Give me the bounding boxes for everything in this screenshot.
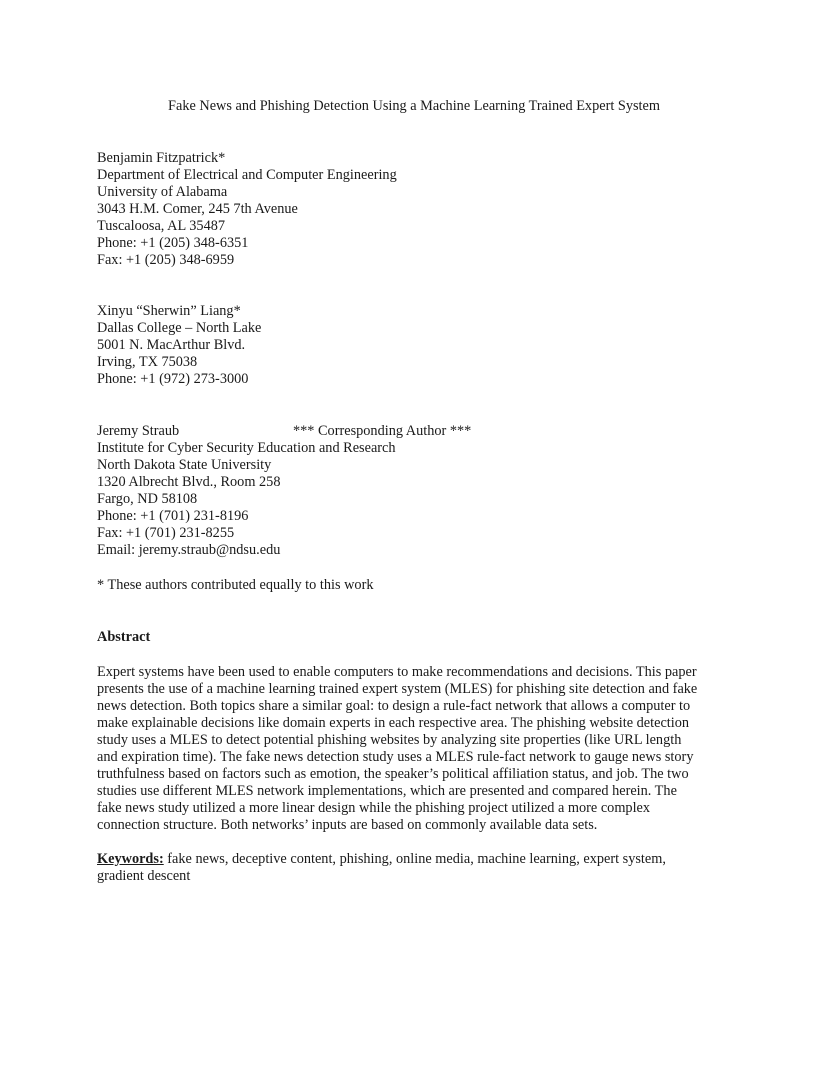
author-email: Email: jeremy.straub@ndsu.edu <box>97 542 281 558</box>
author-name: Benjamin Fitzpatrick* <box>97 150 226 166</box>
author-address: 3043 H.M. Comer, 245 7th Avenue <box>97 201 298 217</box>
author-city: Fargo, ND 58108 <box>97 491 198 507</box>
abstract-line: connection structure. Both networks’ inputs are based on commonly available data sets. <box>97 817 598 833</box>
author-institution: University of Alabama <box>97 184 228 200</box>
author-phone: Phone: +1 (205) 348-6351 <box>97 235 249 251</box>
author-phone: Phone: +1 (701) 231-8196 <box>97 508 249 524</box>
author-name: Xinyu “Sherwin” Liang* <box>97 303 241 319</box>
author-name: Jeremy Straub <box>97 423 180 439</box>
keywords-label: Keywords: <box>97 851 164 867</box>
keywords-line-continued: gradient descent <box>97 868 191 884</box>
abstract-line: news detection. Both topics share a similar goal: to design a rule-fact network that allows a computer to <box>97 698 691 714</box>
abstract-heading: Abstract <box>97 629 151 645</box>
author-address: 5001 N. MacArthur Blvd. <box>97 337 246 353</box>
paper-title: Fake News and Phishing Detection Using a Machine Learning Trained Expert System <box>168 98 660 114</box>
author-address: 1320 Albrecht Blvd., Room 258 <box>97 474 281 490</box>
author-block-liang <box>97 303 737 388</box>
abstract-body <box>97 664 737 834</box>
author-department: Institute for Cyber Security Education and Research <box>97 440 396 456</box>
author-institution: North Dakota State University <box>97 457 272 473</box>
author-block-straub <box>97 423 737 559</box>
abstract-line: and expiration time). The fake news detection study uses a MLES rule-fact network to gauge news story <box>97 749 694 765</box>
keywords-section <box>97 851 737 885</box>
author-city: Irving, TX 75038 <box>97 354 198 370</box>
abstract-line: make explainable decisions like domain experts in each respective area. The phishing website detection <box>97 715 690 731</box>
author-department: Department of Electrical and Computer Engineering <box>97 167 397 183</box>
abstract-line: fake news study utilized a more linear design while the phishing project utilized a more complex <box>97 800 651 816</box>
abstract-line: studies use different MLES network implementations, which are presented and compared herein. The <box>97 783 677 799</box>
author-phone: Phone: +1 (972) 273-3000 <box>97 371 249 387</box>
abstract-line: Expert systems have been used to enable computers to make recommendations and decisions. This paper <box>97 664 697 680</box>
author-fax: Fax: +1 (205) 348-6959 <box>97 252 235 268</box>
abstract-line: study uses a MLES to detect potential phishing websites by analyzing site properties (like URL length <box>97 732 682 748</box>
abstract-line: presents the use of a machine learning trained expert system (MLES) for phishing site detection and fake <box>97 681 698 697</box>
keywords-line <box>97 851 737 868</box>
author-block-fitzpatrick <box>97 150 737 269</box>
corresponding-author-marker: *** Corresponding Author *** <box>293 423 472 439</box>
keywords-text: fake news, deceptive content, phishing, online media, machine learning, expert system, <box>163 851 666 867</box>
equal-contribution-note: * These authors contributed equally to this work <box>97 577 374 593</box>
abstract-line: truthfulness based on factors such as emotion, the speaker’s political affiliation status, and job. The two <box>97 766 689 782</box>
author-city: Tuscaloosa, AL 35487 <box>97 218 226 234</box>
author-institution: Dallas College – North Lake <box>97 320 262 336</box>
author-fax: Fax: +1 (701) 231-8255 <box>97 525 235 541</box>
